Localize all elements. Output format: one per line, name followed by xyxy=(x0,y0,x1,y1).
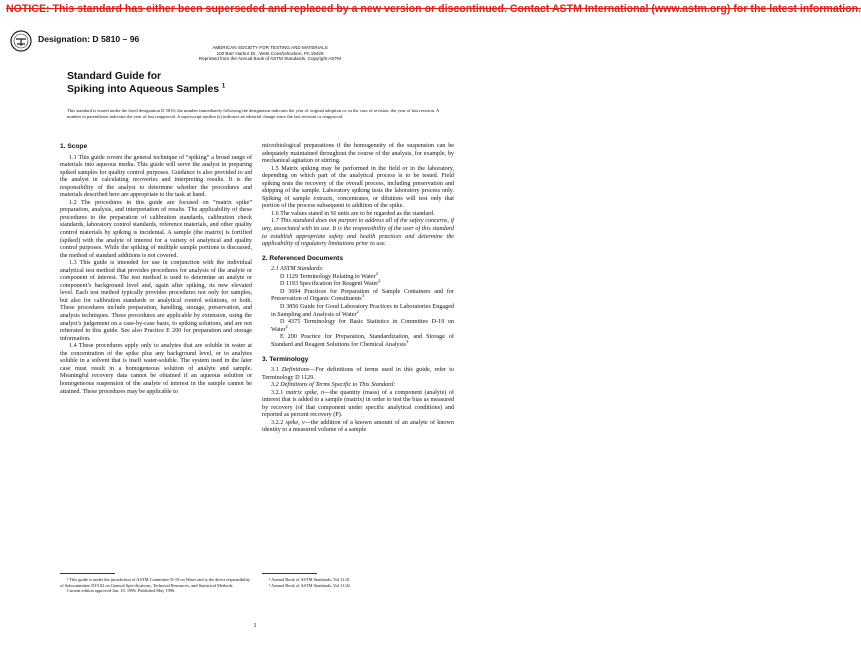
footnote-rule xyxy=(60,573,115,574)
paragraph: 1.7 This standard does not purport to address all of the safety concerns, if any, associated with its use. It is the responsibility of the user of this standard to establish appropriate safety and health practices and determine the applicability of regulatory limitations prior to use. xyxy=(262,218,454,248)
page-number: 1 xyxy=(253,622,257,629)
footnote: ¹ This guide is under the jurisdiction of ASTM Committee D-19 on Water and is the direct responsibility of Subcommittee D19.02 on General Specifications, Technical Resources, and Statistical Methods. xyxy=(60,577,251,588)
paragraph: 3.1 Definitions—For definitions of terms used in this guide, refer to Terminology D 1129. xyxy=(262,367,454,381)
section-heading: 2. Referenced Documents xyxy=(262,254,343,262)
right-column xyxy=(262,143,454,435)
title-line-2 xyxy=(67,84,447,97)
astm-logo-icon xyxy=(10,30,32,52)
paragraph: 1.2 The procedures in this guide are focused on “matrix spike” preparation, analysis, and interpretation of results. The applicability of these procedures to the preparation of calibration standards, calibration check standards, laboratory control standards, reference materials, and other quality control materials by spiking is incidental. A sample (the matrix) is fortified (spiked) with the analyte of interest for a variety of analytical and quality control purposes. While the spiking of multiple sample portions is discussed, the method of standard additions is not covered. xyxy=(60,199,252,259)
document-title xyxy=(67,71,447,96)
footnote-rule xyxy=(262,573,317,574)
paragraph: 1.4 These procedures apply only to analytes that are soluble in water at the concentration of the spike plus any background level, or to analytes soluble in a solvent that is itself water-soluble. The system used in the later case must result in a homogeneous solution of analyte and sample. Meaningful recovery data cannot be obtained if an aqueous solution or homogeneous suspension of the analyte of interest in the sample cannot be attained. These procedures may be applicable to xyxy=(60,343,252,395)
reference-item: D 4375 Terminology for Basic Statistics in Committee D-19 on Water$^2$ xyxy=(271,319,454,333)
footnote: ³ Annual Book of ASTM Standards, Vol 11.02. xyxy=(269,582,351,588)
publisher-line: Reprinted from the Annual Book of ASTM Standards. Copyright ASTM xyxy=(198,56,342,62)
footnote: Current edition approved Jan. 10, 1996. Published May 1996. xyxy=(67,588,176,594)
reference-item: D 1193 Specification for Reagent Water$^2$ xyxy=(280,278,381,288)
superseded-notice: NOTICE: This standard has either been superseded and replaced by a new version or discontinued. Contact ASTM International (www.astm.org) for the latest information. xyxy=(6,3,861,15)
publisher-line: 100 Barr Harbor Dr., West Conshohocken, PA 19428 xyxy=(216,50,324,56)
paragraph: 1.3 This guide is intended for use in conjunction with the individual analytical test method that provides procedures for analysis of the analyte or component of interest. The test method is used to determine an analyte or component’s background level and, again after spiking, its new elevated level. Each test method typically provides procedures not only for samples, but also for calibration standards or analytical control solutions, or both. These procedures include preparation, handling, storage, preservation, and analysis techniques. These procedures are applicable by extension, using the analyst’s judgement on a case-by-case basis, to spiking solutions, and are not reiterated in this guide. See also Practice E 200 for preparation and storage information. xyxy=(60,260,252,342)
paragraph: 3.2 Definitions of Terms Specific to This Standard: xyxy=(271,382,396,389)
section-heading: 1. Scope xyxy=(60,143,88,150)
title-footnote-mark: 1 xyxy=(221,83,226,90)
paragraph: 1.6 The values stated in SI units are to be regarded as the standard. xyxy=(271,210,435,217)
designation: Designation: D 5810 – 96 xyxy=(38,34,140,44)
title-line-1: Standard Guide for xyxy=(67,71,162,82)
footnote: ² Annual Book of ASTM Standards, Vol 11.01. xyxy=(269,577,351,582)
reference-item: D 3694 Practices for Preparation of Sample Containers and for Preservation of Organic Constituents$^3$ xyxy=(271,288,454,303)
footnotes-right xyxy=(262,568,454,588)
left-column xyxy=(60,143,252,396)
reference-item: E 200 Practice for Preparation, Standardization, and Storage of Standard and Reagent Solutions for Chemical Analysis$^3$ xyxy=(271,334,454,348)
reference-item: D 3856 Guide for Good Laboratory Practices in Laboratories Engaged in Sampling and Analysis of Water$^2$ xyxy=(271,304,454,318)
footnotes-left xyxy=(60,568,252,594)
section-heading: 3. Terminology xyxy=(262,355,309,363)
paragraph: microbiological preparations if the homogeneity of the suspension can be adequately maintained throughout the course of the analysis, for example, by mechanical agitation or stirring. xyxy=(262,143,454,165)
publisher-line: AMERICAN SOCIETY FOR TESTING AND MATERIALS xyxy=(212,45,328,50)
subsection-heading: 2.1 ASTM Standards: xyxy=(271,266,324,273)
publisher-info xyxy=(160,45,380,62)
title-main: Spiking into Aqueous Samples xyxy=(67,83,220,95)
paragraph: 1.1 This guide covers the general technique of “spiking” a broad range of materials into aqueous media. This guide will serve the analyst in preparing spiked samples for quality control purposes. Guidance is also provided to aid the analyst in calculating recoveries and interpreting results. It is the responsibility of the analyst to determine whether the procedures and materials described here are appropriate to the task at hand. xyxy=(60,154,252,199)
standard-issue-notice: This standard is issued under the fixed designation D 5810; the number immediately following the designation indicates the year of original adoption or, in the case of revision, the year of last revision. A number in parentheses indicates the year of last reapproval. A superscript epsilon (ε) indicates an editorial change since the last revision or reapproval. xyxy=(67,108,440,119)
reference-item: D 1129 Terminology Relating to Water$^2$ xyxy=(280,270,378,280)
paragraph: 1.5 Matrix spiking may be performed in the field or in the laboratory, depending on which part of the analytical process is to be tested. Field spiking tests the recovery of the overall process, including preservation and shipping of the sample. Laboratory spiking tests the laboratory process only. Spiking of sample extracts, concentrates, or dilutions will test only that portion of the process subsequent to addition of the spike. xyxy=(262,165,454,210)
paragraph: 3.2.1 matrix spike, n—the quantity (mass) of a component (analyte) of interest that is added to a sample (matrix) in order to test the bias as measured by recovery (of that component under specific analytical conditions) and reported as percent recovery (P). xyxy=(262,389,454,419)
paragraph: 3.2.2 spike, v—the addition of a known amount of an analyte of known identity to a measured volume of a sample xyxy=(262,419,454,434)
